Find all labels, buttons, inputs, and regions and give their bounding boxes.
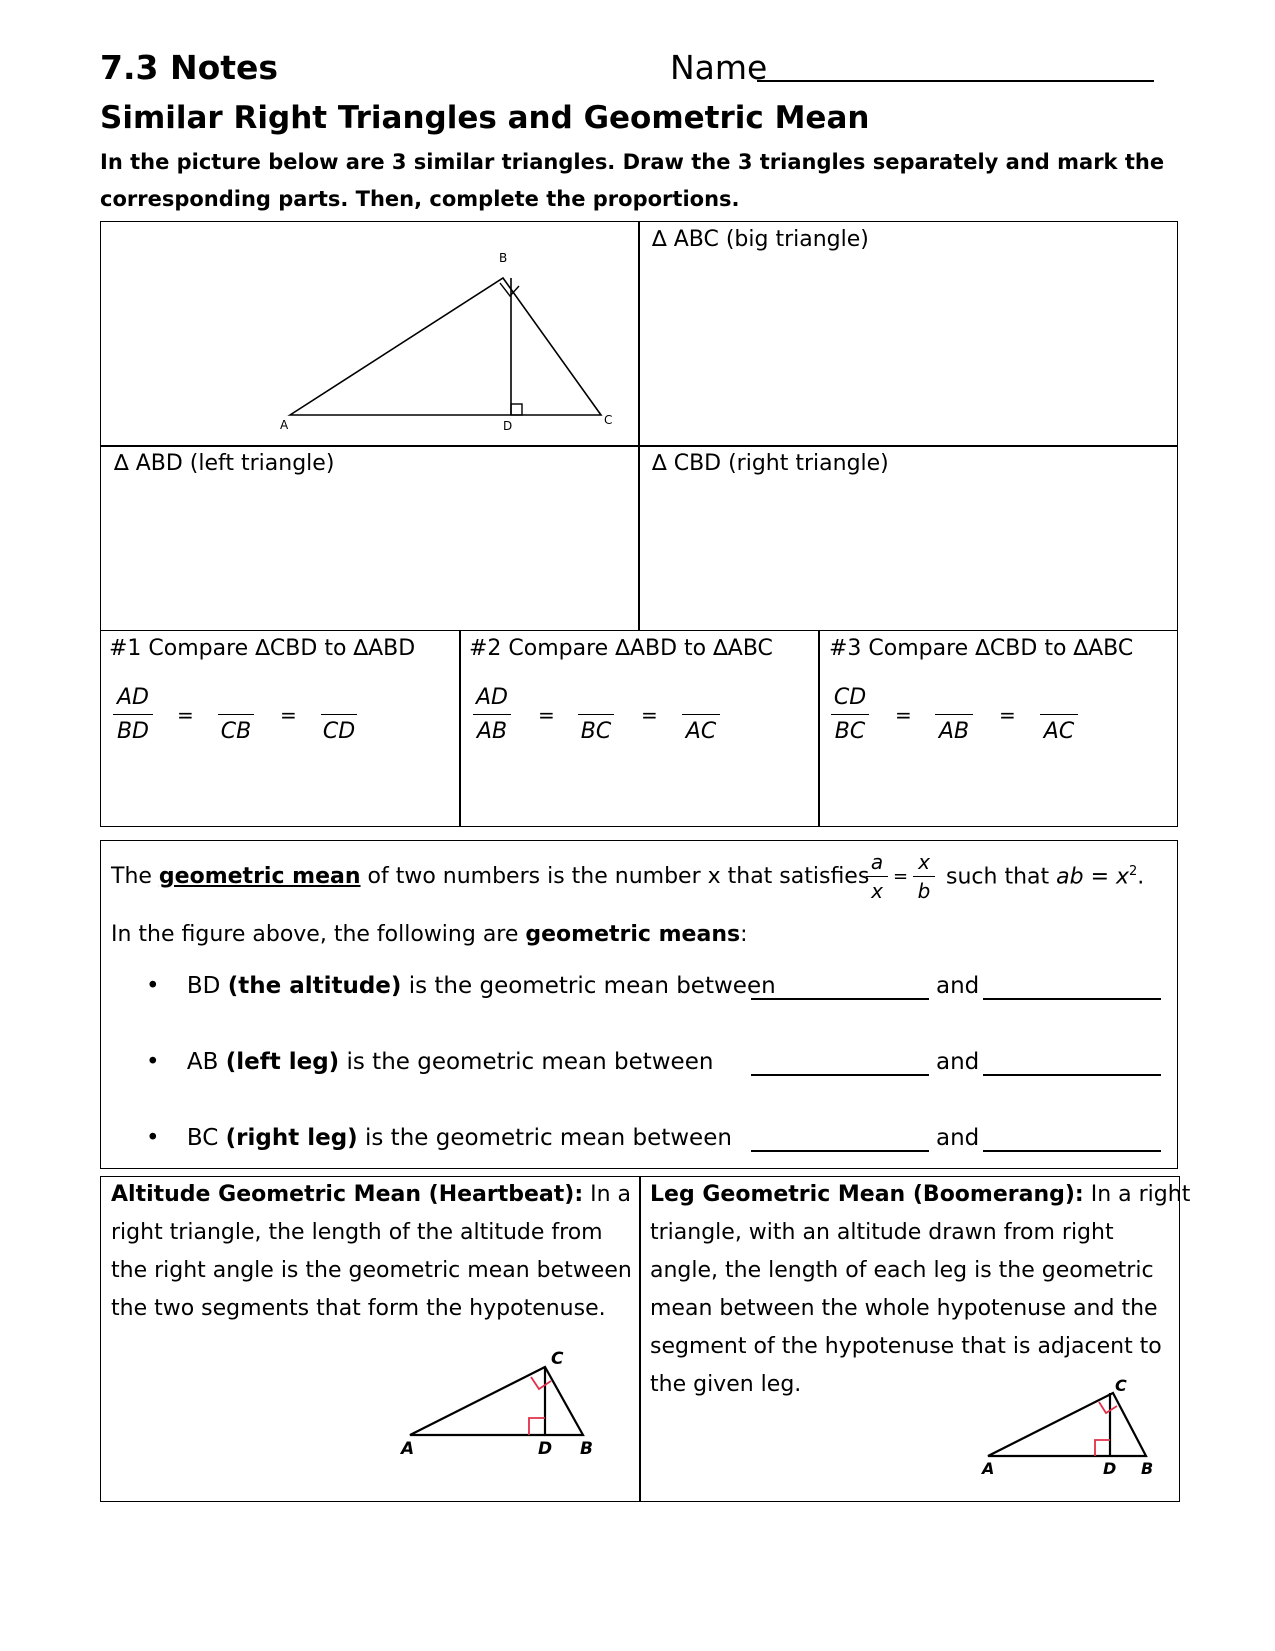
bullet-dot: • (146, 1049, 160, 1075)
bullet-rest: is the geometric mean between (339, 1049, 714, 1075)
instructions-line-2: corresponding parts. Then, complete the proportions. (100, 187, 740, 211)
ab-expression: ab = x (1056, 864, 1130, 890)
altitude-fig-label-b: B (580, 1439, 593, 1459)
figure-intro-term: geometric means (525, 922, 741, 947)
equals-sign: = (177, 703, 194, 727)
bullet-rest: is the geometric mean between (401, 973, 776, 999)
bullet-dot: • (146, 1125, 160, 1151)
leg-fig-label-c: C (1115, 1376, 1127, 1395)
figure-intro-pre: In the figure above, the following are (111, 922, 526, 947)
compare-3-denominator-3: AC (1043, 719, 1075, 744)
leg-fig-label-a: A (982, 1459, 995, 1478)
bullet-dot: • (146, 973, 160, 999)
bullet-rest: is the geometric mean between (357, 1125, 732, 1151)
leg-line-5: segment of the hypotenuse that is adjacent to (650, 1334, 1162, 1359)
equals-sign: = (641, 703, 658, 727)
equals-sign: = (538, 703, 555, 727)
compare-1-denominator-1: BD (116, 719, 150, 744)
compare-3-denominator-2: AB (938, 719, 970, 744)
compare-2-denominator-3: AC (685, 719, 717, 744)
definition-frac-b-num: x (918, 850, 930, 874)
altitude-fig-label-a: A (401, 1439, 415, 1459)
compare-2-denominator-1: AB (476, 719, 508, 744)
leg-line-3: angle, the length of each leg is the geometric (650, 1258, 1154, 1283)
leg-line-2: triangle, with an altitude drawn from right (650, 1220, 1114, 1245)
equals-sign: = (893, 866, 909, 887)
and-label: and (936, 973, 980, 999)
bullet-segment: BC (186, 1125, 226, 1151)
leg-line-4: mean between the whole hypotenuse and the (650, 1296, 1158, 1321)
cell-abd-label: ∆ ABD (left triangle) (114, 451, 335, 476)
leg-line-6: the given leg. (650, 1372, 802, 1397)
main-label-c: C (604, 413, 613, 427)
compare-1-denominator-2: CB (220, 719, 252, 744)
compare-3-denominator-1: BC (834, 719, 866, 744)
page-subtitle: Similar Right Triangles and Geometric Mean (100, 100, 870, 136)
definition-term: geometric mean (158, 864, 361, 889)
altitude-line-3: the right angle is the geometric mean between (111, 1258, 632, 1283)
instructions-line-1: In the picture below are 3 similar triangles. Draw the 3 triangles separately and mark the (100, 150, 1165, 174)
and-label: and (936, 1049, 980, 1075)
cell-abc-label: ∆ ABC (big triangle) (652, 227, 869, 252)
bullet-segment: AB (186, 1049, 226, 1075)
bullet-bold: (left leg) (225, 1049, 340, 1075)
leg-fig-label-b: B (1141, 1459, 1154, 1478)
altitude-line-4: the two segments that form the hypotenuse. (111, 1296, 606, 1321)
definition-pre: The (111, 864, 159, 889)
leg-title: Leg Geometric Mean (Boomerang): (650, 1182, 1084, 1207)
altitude-fig-label-d: D (538, 1439, 553, 1459)
equals-sign: = (280, 703, 297, 727)
compare-2-title: #2 Compare ∆ABD to ∆ABC (469, 636, 773, 661)
and-label: and (936, 1125, 980, 1151)
figure-intro-post: : (740, 922, 748, 947)
altitude-line-2: right triangle, the length of the altitude from (111, 1220, 603, 1245)
main-label-b: B (499, 251, 508, 265)
compare-1-title: #1 Compare ∆CBD to ∆ABD (109, 636, 416, 661)
definition-frac-b-den: b (917, 879, 931, 903)
main-label-d: D (503, 419, 513, 433)
definition-frac-a-num: a (870, 850, 884, 874)
compare-3-numerator-1: CD (833, 685, 867, 710)
compare-1-numerator-1: AD (117, 685, 149, 710)
definition-period: . (1137, 864, 1145, 890)
leg-line-1-tail: In a right (1083, 1182, 1191, 1207)
equals-sign: = (895, 703, 912, 727)
definition-post: of two numbers is the number x that satisfies (360, 864, 870, 889)
main-label-a: A (280, 418, 289, 432)
altitude-fig-label-c: C (551, 1349, 564, 1369)
exponent: 2 (1129, 864, 1138, 879)
leg-fig-label-d: D (1103, 1459, 1117, 1478)
cell-cbd-label: ∆ CBD (right triangle) (652, 451, 889, 476)
such-that-text: such that (946, 864, 1050, 890)
bullet-bold: (the altitude) (227, 973, 402, 999)
bullet-segment: BD (186, 973, 228, 999)
altitude-title: Altitude Geometric Mean (Heartbeat): (111, 1182, 584, 1207)
compare-2-denominator-2: BC (580, 719, 612, 744)
altitude-line-1-tail: In a (583, 1182, 632, 1207)
notes-title: 7.3 Notes (100, 48, 279, 87)
bullet-bold: (right leg) (225, 1125, 358, 1151)
name-label: Name (670, 48, 768, 87)
equals-sign: = (999, 703, 1016, 727)
compare-1-denominator-3: CD (322, 719, 356, 744)
definition-frac-a-den: x (871, 879, 883, 903)
compare-2-numerator-1: AD (476, 685, 508, 710)
compare-3-title: #3 Compare ∆CBD to ∆ABC (829, 636, 1134, 661)
